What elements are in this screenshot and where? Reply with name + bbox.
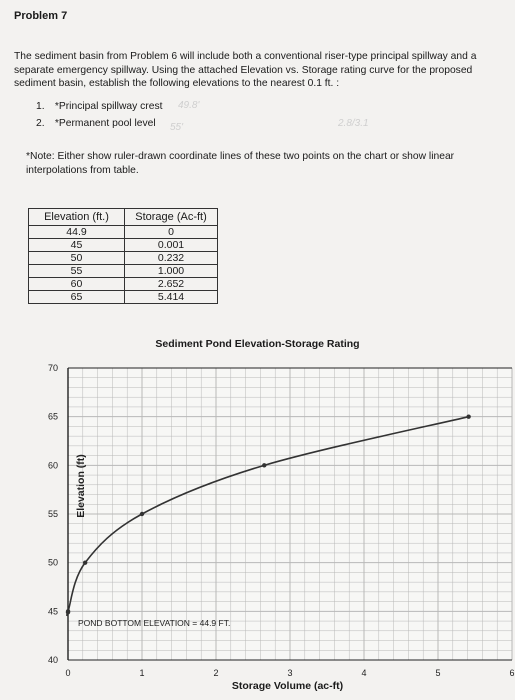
x-tick-label: 6	[509, 668, 515, 678]
y-tick-label: 70	[47, 363, 58, 373]
problem-title: Problem 7	[14, 10, 68, 22]
data-point	[83, 560, 87, 564]
table-cell: 0.232	[125, 252, 218, 265]
task-number: 1.	[36, 101, 45, 112]
y-tick-label: 45	[47, 606, 58, 617]
chart-title: Sediment Pond Elevation-Storage Rating	[155, 338, 360, 350]
x-tick-label: 0	[65, 668, 71, 678]
x-tick-label: 2	[213, 668, 219, 678]
y-tick-label: 40	[47, 655, 58, 665]
table-cell: 2.652	[125, 278, 218, 291]
table-cell: 44.9	[29, 226, 125, 239]
table-cell: 5.414	[125, 291, 218, 304]
note-text: *Note: Either show ruler-drawn coordinate lines of these two points on the chart or show linear interpolations from table.	[26, 151, 455, 176]
column-header-elevation: Elevation (ft.)	[29, 209, 125, 226]
handwritten-scribble: 2.8/3.1	[338, 118, 369, 129]
y-tick-label: 55	[47, 509, 58, 519]
x-tick-label: 5	[435, 668, 441, 678]
table-cell: 1.000	[125, 265, 218, 278]
x-tick-label: 4	[361, 668, 367, 678]
table-cell: 0.001	[125, 239, 218, 252]
handwritten-answer-2: 55'	[170, 122, 184, 133]
data-point	[466, 414, 470, 418]
data-point	[262, 463, 266, 467]
table-cell: 50	[29, 252, 125, 265]
table-cell: 45	[29, 239, 125, 252]
task-text: *Permanent pool level	[54, 118, 156, 129]
handwritten-answer-1: 49.8'	[178, 100, 200, 111]
y-tick-label: 50	[47, 557, 58, 568]
task-number: 2.	[36, 118, 45, 129]
table-cell: 0	[125, 226, 218, 239]
table-cell: 55	[29, 265, 125, 278]
table-cell: 60	[29, 278, 125, 291]
task-text: *Principal spillway crest	[54, 101, 163, 112]
y-tick-label: 60	[47, 460, 58, 471]
y-tick-label: 65	[47, 411, 58, 422]
y-axis-label: Elevation (ft)	[75, 454, 87, 518]
pond-bottom-annotation: POND BOTTOM ELEVATION = 44.9 FT.	[78, 617, 231, 628]
problem-statement: The sediment basin from Problem 6 will include both a conventional riser-type principal spillway and a separate emergency spillway. Using the attached Elevation vs. Storage rating curve for the proposed sediment basin, establish the following elevations to the nearest 0.1 ft. :	[14, 51, 477, 90]
x-tick-label: 3	[287, 668, 293, 678]
x-tick-label: 1	[139, 668, 145, 678]
x-axis-label: Storage Volume (ac-ft)	[231, 680, 344, 692]
data-point	[140, 512, 144, 516]
table-cell: 65	[29, 291, 125, 304]
column-header-storage: Storage (Ac-ft)	[125, 209, 218, 226]
data-point	[66, 609, 70, 613]
